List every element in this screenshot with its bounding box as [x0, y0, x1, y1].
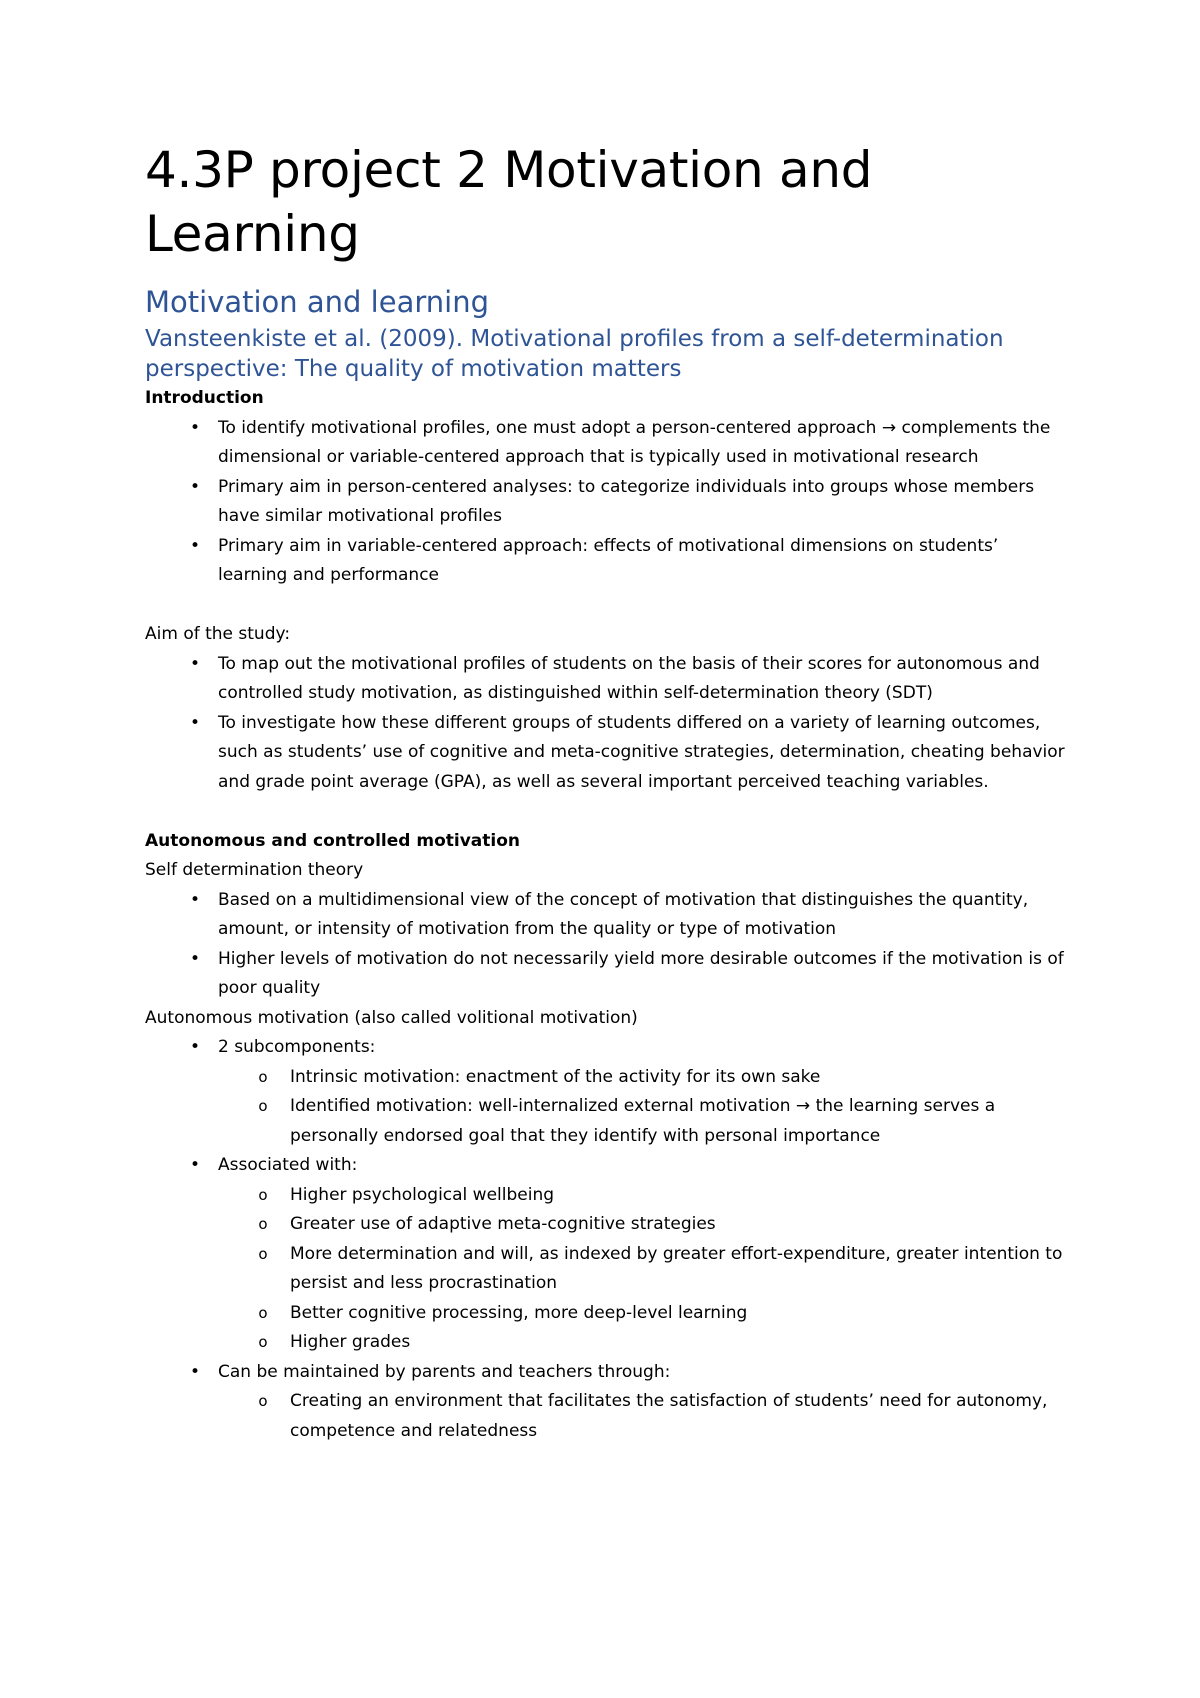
- list-item: • Primary aim in variable-centered approach: effects of motivational dimensions on students’ learning and performance: [145, 532, 1070, 591]
- sub-list-item: o Greater use of adaptive meta-cognitive strategies: [145, 1210, 1070, 1240]
- sub-list-item: o Higher grades: [145, 1328, 1070, 1358]
- bullet-icon: •: [189, 1155, 201, 1175]
- sub-list-item: o More determination and will, as indexed by greater effort-expenditure, greater intention to persist and less procrastination: [145, 1240, 1070, 1299]
- bullet-icon: •: [189, 1361, 201, 1382]
- bullet-icon: •: [189, 948, 201, 969]
- list-item: • Can be maintained by parents and teachers through:: [145, 1358, 1070, 1388]
- bullet-icon: •: [189, 535, 201, 556]
- aim-list: [145, 650, 1070, 798]
- bullet-icon: •: [189, 653, 201, 674]
- sub-list-item: o Identified motivation: well-internalized external motivation → the learning serves a personally endorsed goal that they identify with personal importance: [145, 1092, 1070, 1151]
- sdt-heading: Self determination theory: [145, 860, 364, 880]
- sub-bullet-icon: o: [258, 1097, 268, 1115]
- document-body: [145, 384, 1070, 1446]
- blank-line: [145, 797, 1070, 827]
- sub-list-item: o Better cognitive processing, more deep-level learning: [145, 1299, 1070, 1329]
- aim-heading: Aim of the study:: [145, 624, 291, 644]
- introduction-heading: Introduction: [145, 388, 264, 408]
- sub-bullet-icon: o: [258, 1303, 268, 1322]
- bullet-icon: •: [189, 476, 201, 497]
- list-item: • Higher levels of motivation do not necessarily yield more desirable outcomes if the motivation is of poor quality: [145, 945, 1070, 1004]
- bullet-icon: •: [189, 712, 201, 733]
- autonomous-list: [145, 1033, 1070, 1446]
- sub-bullet-icon: o: [258, 1392, 268, 1410]
- list-item: • 2 subcomponents:: [145, 1033, 1070, 1063]
- list-item: • To identify motivational profiles, one must adopt a person-centered approach → complements the dimensional or variable-centered approach that is typically used in motivational research: [145, 414, 1070, 473]
- list-item: • To map out the motivational profiles of students on the basis of their scores for autonomous and controlled study motivation, as distinguished within self-determination theory (SDT): [145, 650, 1070, 709]
- sub-list-item: o Higher psychological wellbeing: [145, 1181, 1070, 1211]
- list-item: • Primary aim in person-centered analyses: to categorize individuals into groups whose members have similar motivational profiles: [145, 473, 1070, 532]
- section-heading-motivation-learning: Motivation and learning: [145, 285, 489, 319]
- list-item: • To investigate how these different groups of students differed on a variety of learning outcomes, such as students’ use of cognitive and meta-cognitive strategies, determination, cheating behavior and grade point average (GPA), as well as several important perceived teaching variables.: [145, 709, 1070, 798]
- document-title: 4.3P project 2 Motivation and Learning: [145, 141, 873, 263]
- sub-bullet-icon: o: [258, 1333, 268, 1351]
- introduction-list: [145, 414, 1070, 591]
- autonomous-controlled-heading: Autonomous and controlled motivation: [145, 830, 520, 851]
- paper-reference-heading: Vansteenkiste et al. (2009). Motivational profiles from a self-determination perspective: The quality of motivation matters: [145, 326, 1004, 382]
- sdt-list: [145, 886, 1070, 1004]
- sub-list-item: o Intrinsic motivation: enactment of the activity for its own sake: [145, 1063, 1070, 1093]
- bullet-icon: •: [189, 889, 201, 910]
- sub-bullet-icon: o: [258, 1185, 268, 1204]
- document-content: [145, 138, 1070, 1446]
- list-item: • Associated with:: [145, 1151, 1070, 1181]
- list-item: • Based on a multidimensional view of the concept of motivation that distinguishes the quantity, amount, or intensity of motivation from the quality or type of motivation: [145, 886, 1070, 945]
- sub-bullet-icon: o: [258, 1067, 268, 1086]
- sub-bullet-icon: o: [258, 1244, 268, 1263]
- blank-line: [145, 591, 1070, 621]
- bullet-icon: •: [189, 1037, 201, 1057]
- autonomous-motivation-heading: Autonomous motivation (also called volitional motivation): [145, 1007, 638, 1028]
- sub-list-item: o Creating an environment that facilitates the satisfaction of students’ need for autonomy, competence and relatedness: [145, 1387, 1070, 1446]
- sub-bullet-icon: o: [258, 1215, 268, 1233]
- bullet-icon: •: [189, 417, 201, 438]
